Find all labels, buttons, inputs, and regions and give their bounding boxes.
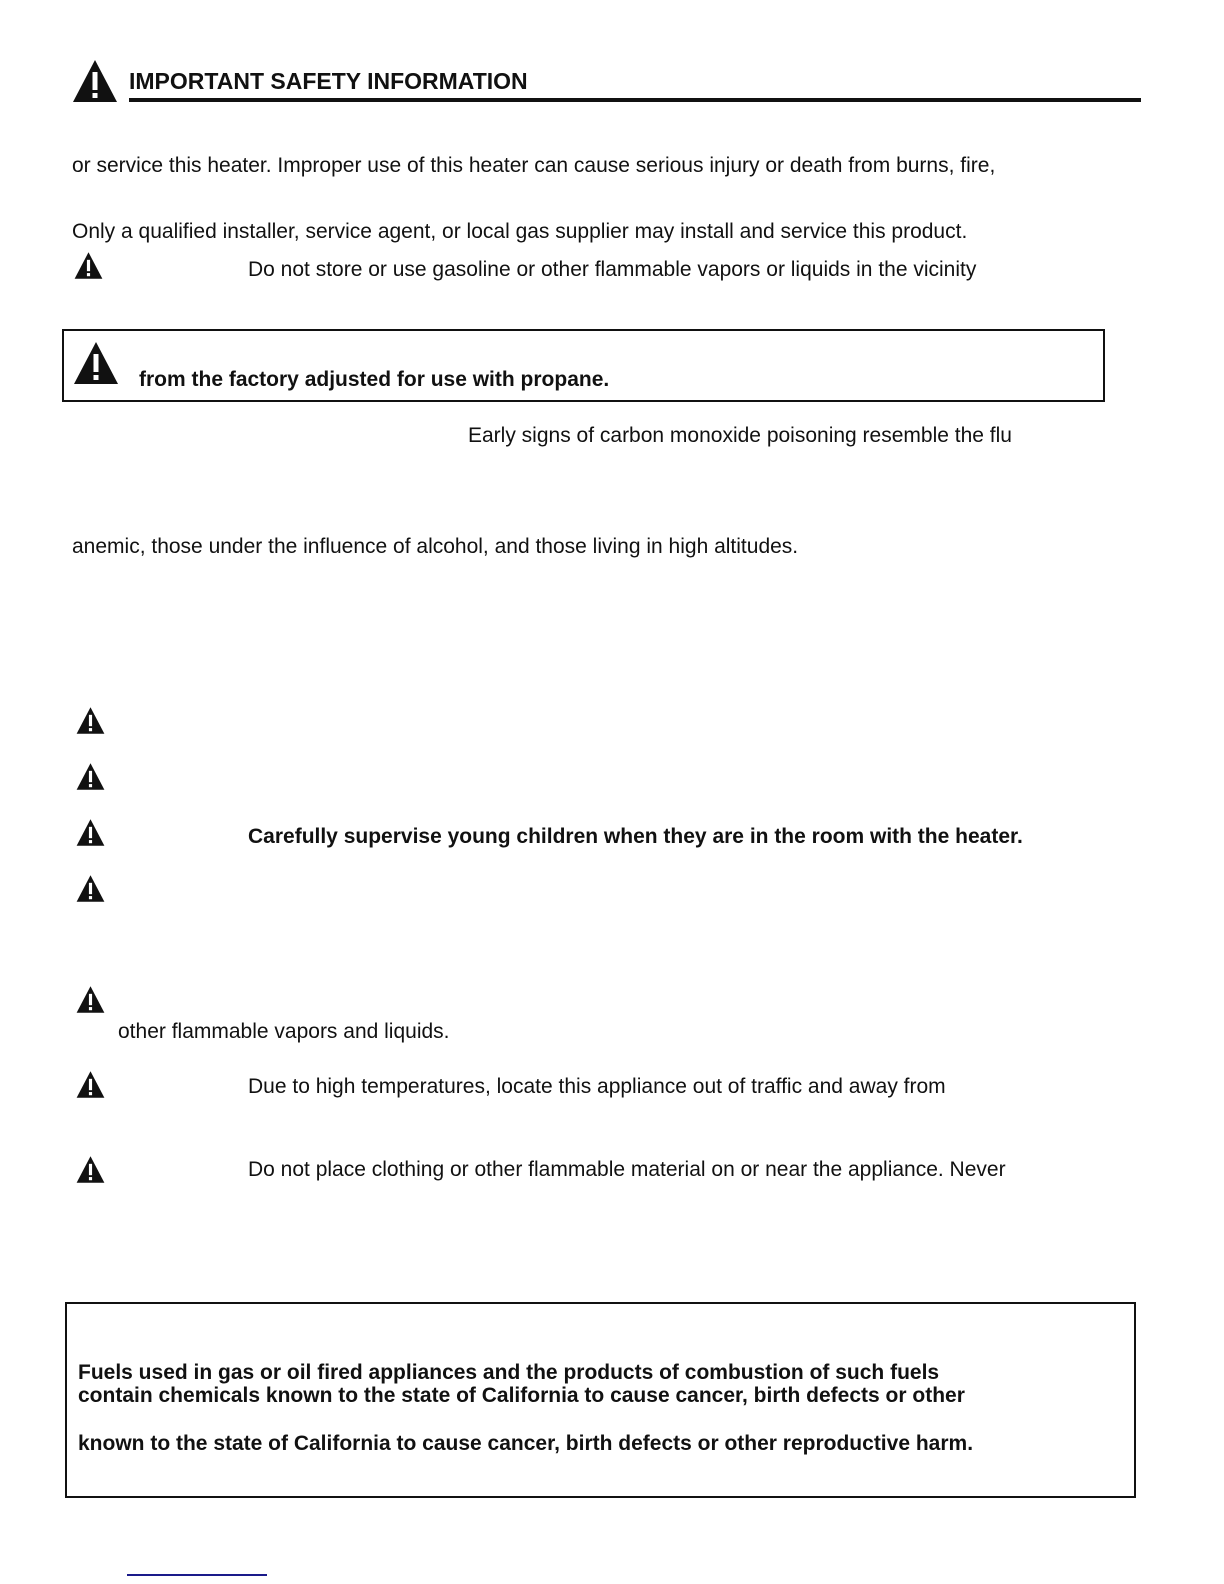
warning-icon [72, 251, 105, 280]
prop65-line: Fuels used in gas or oil fired appliances and the products of combustion of such fuels [78, 1361, 940, 1384]
warning-icon [74, 762, 107, 791]
link-underline[interactable] [127, 1574, 267, 1576]
warning-icon [72, 340, 120, 386]
warning-icon [74, 818, 107, 847]
paragraph-line: Carefully supervise young children when they are in the room with the heater. [248, 825, 1023, 848]
paragraph-line: Do not store or use gasoline or other flammable vapors or liquids in the vicinity [248, 258, 977, 281]
section-title: IMPORTANT SAFETY INFORMATION [129, 68, 528, 94]
paragraph-line: Due to high temperatures, locate this appliance out of traffic and away from [248, 1075, 946, 1098]
paragraph-line: Only a qualified installer, service agent, or local gas supplier may install and service this product. [72, 220, 968, 243]
warning-icon [71, 58, 119, 104]
prop65-line: known to the state of California to cause cancer, birth defects or other reproductive harm. [78, 1432, 974, 1455]
warning-icon [74, 1155, 107, 1184]
paragraph-line: other flammable vapors and liquids. [118, 1020, 450, 1043]
warning-icon [74, 706, 107, 735]
paragraph-line: Do not place clothing or other flammable material on or near the appliance. Never [248, 1158, 1006, 1181]
propane-notice: from the factory adjusted for use with propane. [139, 368, 610, 391]
prop65-line: contain chemicals known to the state of California to cause cancer, birth defects or other [78, 1384, 965, 1407]
title-rule [129, 98, 1141, 102]
paragraph-line: Early signs of carbon monoxide poisoning resemble the flu [468, 424, 1012, 447]
warning-icon [74, 1070, 107, 1099]
paragraph-line: anemic, those under the influence of alcohol, and those living in high altitudes. [72, 535, 799, 558]
warning-icon [74, 874, 107, 903]
paragraph-line: or service this heater. Improper use of this heater can cause serious injury or death from burns, fire, [72, 154, 996, 177]
warning-icon [74, 985, 107, 1014]
propane-notice-box [62, 329, 1105, 402]
